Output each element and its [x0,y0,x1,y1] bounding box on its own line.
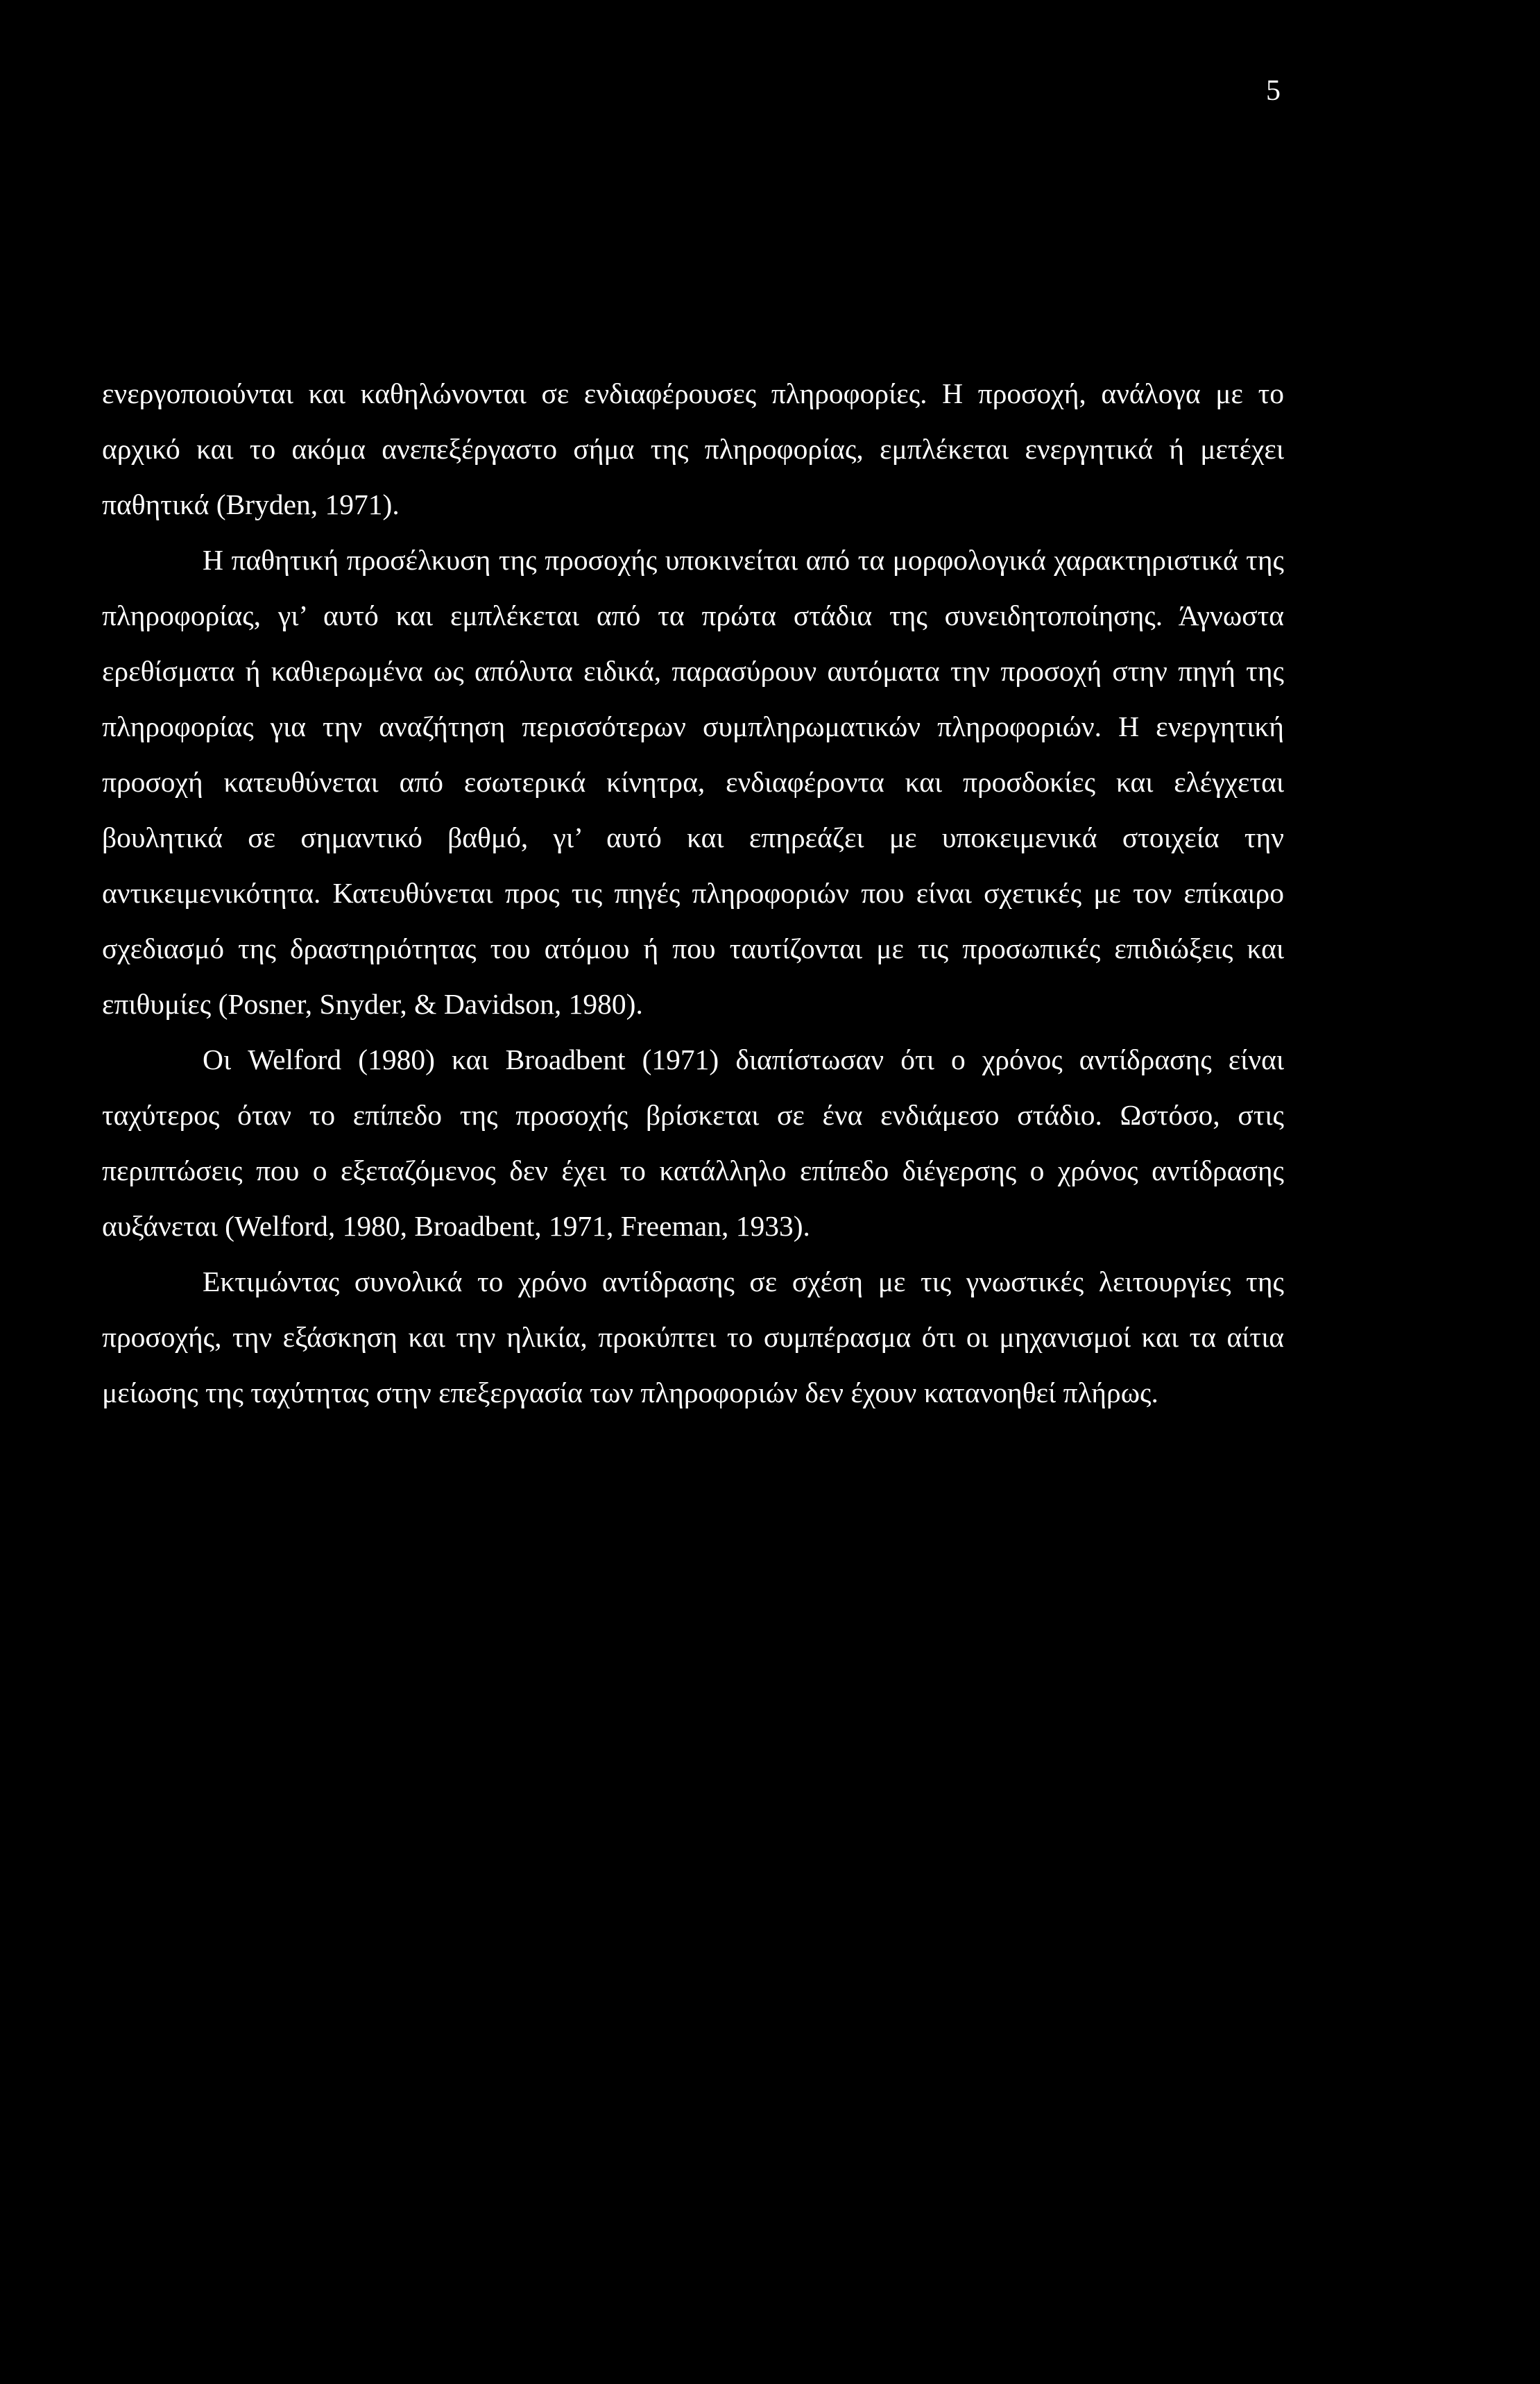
paragraph-continuation: ενεργοποιούνται και καθηλώνονται σε ενδιαφέρουσες πληροφορίες. Η προσοχή, ανάλογα με το αρχικό και το ακόμα ανεπεξέργαστο σήμα της πληροφορίας, εμπλέκεται ενεργητικά ή μετέχει παθητικά (Bryden, 1971). [102,377,1284,520]
paragraph-conclusion: Εκτιμώντας συνολικά το χρόνο αντίδρασης σε σχέση με τις γνωστικές λειτουργίες της προσοχής, την εξάσκηση και την ηλικία, προκύπτει το συμπέρασμα ότι οι μηχανισμοί και τα αίτια μείωσης της ταχύτητας στην επεξεργασία των πληροφοριών δεν έχουν κατανοηθεί πλήρως. [102,1266,1284,1408]
document-body [102,366,1284,1420]
paragraph-passive-attention: Η παθητική προσέλκυση της προσοχής υποκινείται από τα μορφολογικά χαρακτηριστικά της πληροφορίας, γι’ αυτό και εμπλέκεται από τα πρώτα στάδια της συνειδητοποίησης. Άγνωστα ερεθίσματα ή καθιερωμένα ως απόλυτα ειδικά, παρασύρουν αυτόματα την προσοχή στην πηγή της πληροφορίας για την αναζήτηση περισσότερων συμπληρωματικών πληροφοριών. Η ενεργητική προσοχή κατευθύνεται από εσωτερικά κίνητρα, ενδιαφέροντα και προσδοκίες και ελέγχεται βουλητικά σε σημαντικό βαθμό, γι’ αυτό και επηρεάζει με υποκειμενικά στοιχεία την αντικειμενικότητα. Κατευθύνεται προς τις πηγές πληροφοριών που είναι σχετικές με τον επίκαιρο σχεδιασμό της δραστηριότητας του ατόμου ή που ταυτίζονται με τις προσωπικές επιδιώξεις και επιθυμίες (Posner, Snyder, & Davidson, 1980). [102,544,1284,1020]
paragraph-reaction-time: Οι Welford (1980) και Broadbent (1971) διαπίστωσαν ότι ο χρόνος αντίδρασης είναι ταχύτερος όταν το επίπεδο της προσοχής βρίσκεται σε ένα ενδιάμεσο στάδιο. Ωστόσο, στις περιπτώσεις που ο εξεταζόμενος δεν έχει το κατάλληλο επίπεδο διέγερσης ο χρόνος αντίδρασης αυξάνεται (Welford, 1980, Broadbent, 1971, Freeman, 1933). [102,1044,1284,1242]
page-number: 5 [1266,75,1281,107]
